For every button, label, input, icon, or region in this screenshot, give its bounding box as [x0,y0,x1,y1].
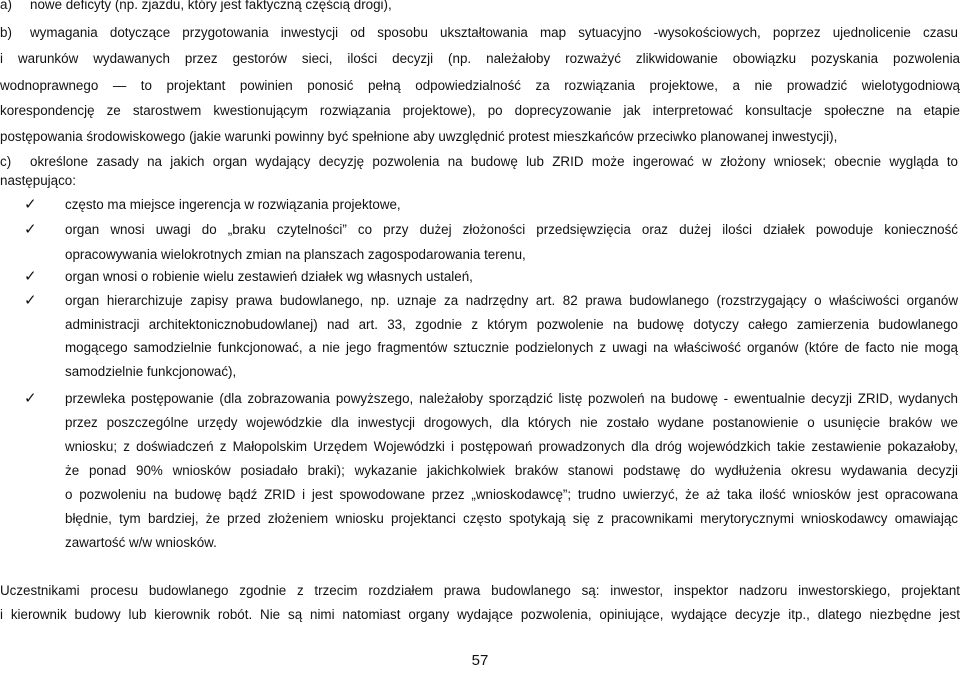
item-b-line: i warunków wydawanych przez gestorów sieci, ilości decyzji (np. należałoby rozważyć zlikwidowanie obowiązku pozyskania pozwolenia [0,51,960,66]
checklist-line: organ wnosi o robienie wielu zestawień działek wg własnych ustaleń, [65,269,473,284]
closing-paragraph-line: i kierownik budowy lub kierownik robót. Nie są nimi natomiast organy wydające pozwolenia, opiniujące, wydające decyzje itp., dlatego niezbędne jest [0,607,960,622]
checklist-line: mogącego samodzielnie funkcjonować, a nie jego fragmentów sztucznie podzielonych z uwagi na właściwość organów (które de facto nie mogą [65,340,958,355]
item-c-line: następująco: [0,173,76,188]
checklist-line: że ponad 90% wniosków posiadało braki); wykazanie jakichkolwiek braków stanowi podstawę do wydłużenia okresu wydawania decyzji [65,463,958,478]
item-b-line: postępowania środowiskowego (jakie warunki powinny być spełnione aby uwzględnić protest mieszkańców przeciwko planowanej inwestycji), [0,129,838,144]
checklist-line: administracji architektonicznobudowlanej) nad art. 33, zgodnie z którym pozwolenie na budowę dotyczy całego zamierzenia budowlanego [65,317,958,332]
checklist-line: przewleka postępowanie (dla zobrazowania powyższego, należałoby sporządzić listę pozwoleń na budowę - ewentualnie decyzji ZRID, wydanych [65,391,958,406]
page-number: 57 [471,652,489,669]
item-b-marker: b) [0,25,12,40]
checklist-line: zawartość w/w wniosków. [65,535,217,550]
check-icon: ✓ [24,221,37,238]
checklist-line: samodzielnie funkcjonować), [65,364,237,379]
item-c-marker: c) [0,154,12,169]
checklist-line: opracowywania wielokrotnych zmian na planszach zagospodarowania terenu, [65,247,526,262]
checklist-line: organ hierarchizuje zapisy prawa budowlanego, np. uznaje za nadrzędny art. 82 prawa budowlanego (rozstrzygający o właściwości organów [65,293,958,308]
checklist-line: błędnie, tym bardziej, że przed złożeniem wniosku projektanci często spotykają się z pracownikami merytorycznymi wnioskodawcy omawiając [65,511,958,526]
item-c-line: określone zasady na jakich organ wydający decyzję pozwolenia na budowę lub ZRID może ingerować w złożony wniosek; obecnie wygląda to [30,154,958,169]
item-b-line: wymagania dotyczące przygotowania inwestycji od sposobu ukształtowania map sytuacyjno -wysokościowych, poprzez ujednolicenie czasu [30,25,958,40]
checklist-line: organ wnosi uwagi do „braku czytelności” co przy dużej złożoności przedsięwzięcia oraz dużej ilości działek powoduje konieczność [65,222,958,237]
checklist-line: o pozwoleniu na budowę bądź ZRID i jest spowodowane przez „wnioskodawcę”; trudno uwierzyć, że aż taka ilość wniosków jest opracowana [65,487,958,502]
check-icon: ✓ [24,196,37,213]
item-b-line: wodnoprawnego — to projektant powinien ponosić pełną odpowiedzialność za rozwiązania projektowe, a nie prowadzić wielotygodniową [0,78,960,93]
item-b-line: korespondencję ze starostwem kwestionującym rozwiązania projektowe), po doprecyzowanie jak interpretować konsultacje społeczne na etapie [0,103,960,118]
check-icon: ✓ [24,292,37,309]
item-a-marker: a) [0,0,12,12]
checklist-line: wniosku; z doświadczeń z Małopolskim Urzędem Wojewódzki i postępowań prowadzonych dla dróg wojewódzkich takie zestawienie pokazałoby, [65,439,958,454]
checklist-line: przez poszczególne urzędy wojewódzkie dla inwestycji drogowych, dla których nie zostało wydane postanowienie o usunięcie braków we [65,415,958,430]
checklist-line: często ma miejsce ingerencja w rozwiązania projektowe, [65,197,401,212]
item-a-text: nowe deficyty (np. zjazdu, który jest faktyczną częścią drogi), [30,0,392,12]
closing-paragraph-line: Uczestnikami procesu budowlanego zgodnie z trzecim rozdziałem prawa budowlanego są: inwestor, inspektor nadzoru inwestorskiego, projektant [0,583,960,598]
check-icon: ✓ [24,390,37,407]
check-icon: ✓ [24,268,37,285]
